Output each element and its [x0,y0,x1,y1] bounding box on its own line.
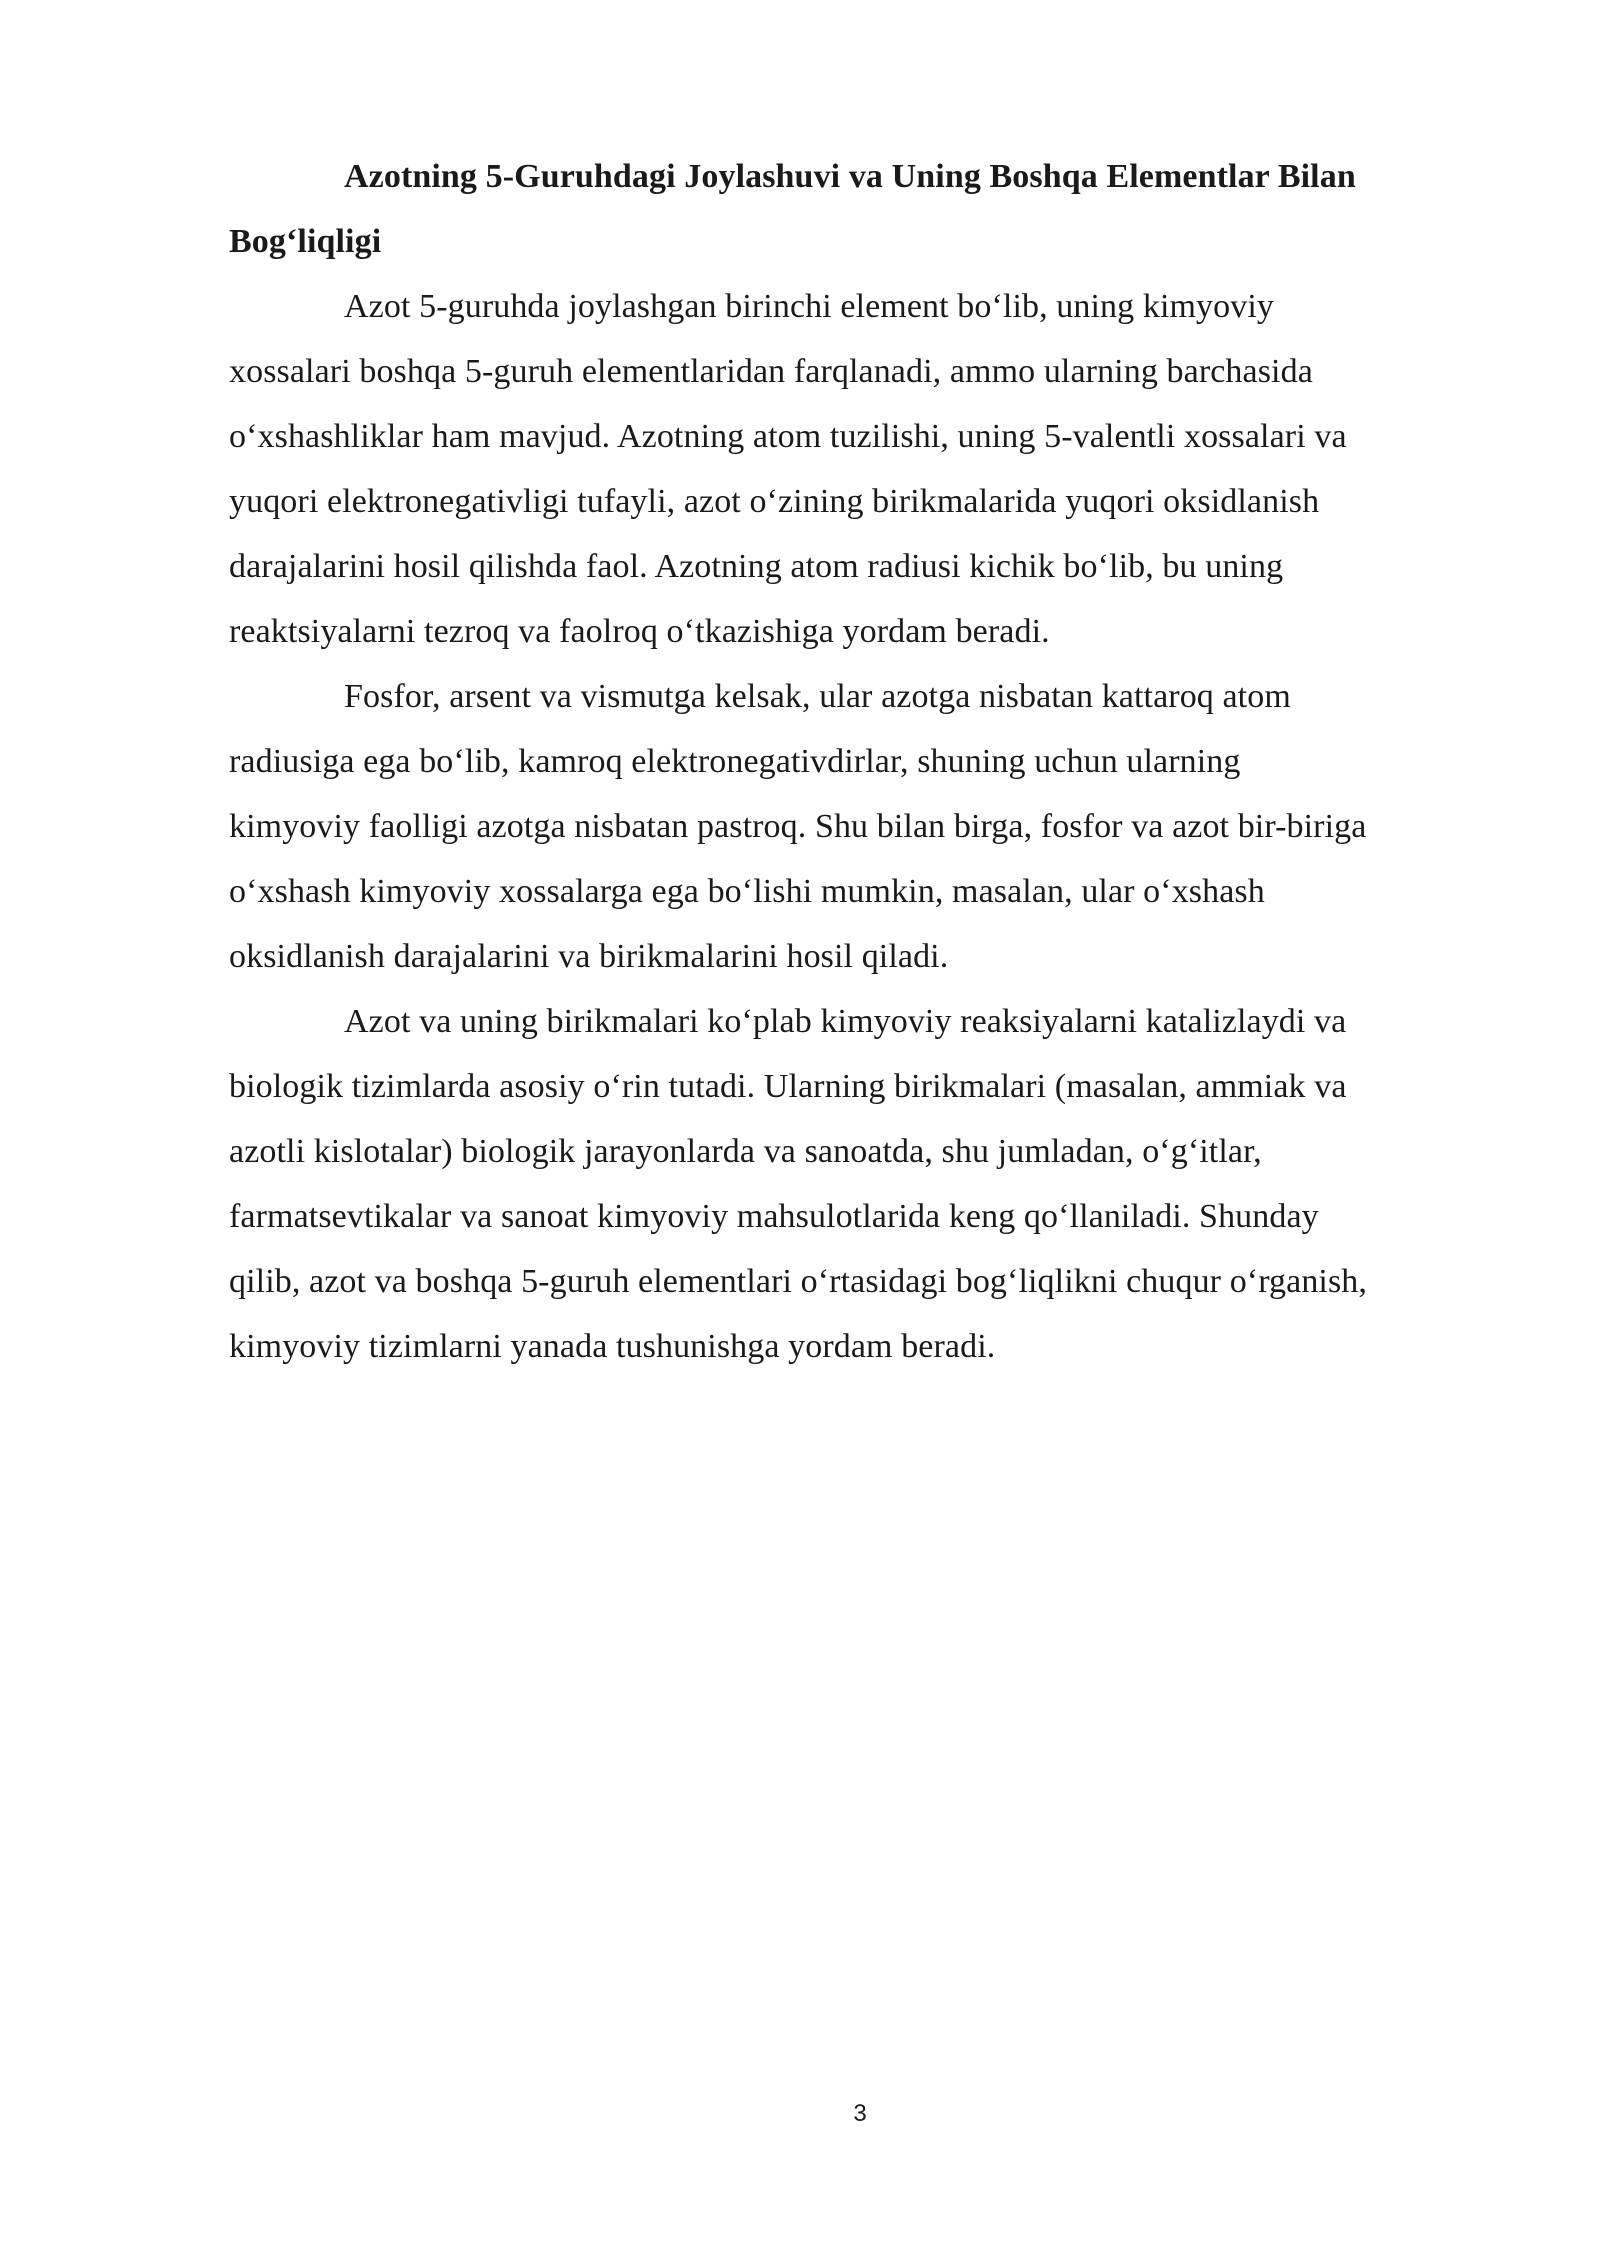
page-number: 3 [853,2100,867,2127]
paragraph-line: Azot 5-guruhda joylashgan birinchi element bo‘lib, uning kimyoviy [344,288,1274,325]
paragraph-line: yuqori elektronegativligi tufayli, azot o‘zining birikmalarida yuqori oksidlanish [229,483,1320,520]
paragraph-line: kimyoviy faolligi azotga nisbatan pastroq. Shu bilan birga, fosfor va azot bir-biriga [229,808,1367,845]
paragraph-line: o‘xshashliklar ham mavjud. Azotning atom tuzilishi, uning 5-valentli xossalari va [229,418,1347,455]
paragraph [229,274,1484,664]
paragraph-line: radiusiga ega bo‘lib, kamroq elektronegativdirlar, shuning uchun ularning [229,743,1241,780]
paragraph-line: kimyoviy tizimlarni yanada tushunishga yordam beradi. [229,1328,996,1365]
paragraph [229,989,1484,1379]
paragraph-line: Fosfor, arsent va vismutga kelsak, ular azotga nisbatan kattaroq atom [344,678,1291,715]
paragraph-line: qilib, azot va boshqa 5-guruh elementlari o‘rtasidagi bog‘liqlikni chuqur o‘rganish, [229,1263,1368,1300]
paragraph-line: farmatsevtikalar va sanoat kimyoviy mahsulotlarida keng qo‘llaniladi. Shunday [229,1198,1319,1235]
paragraph-line: azotli kislotalar) biologik jarayonlarda va sanoatda, shu jumladan, o‘g‘itlar, [229,1133,1262,1170]
paragraph-line: darajalarini hosil qilishda faol. Azotning atom radiusi kichik bo‘lib, bu uning [229,548,1284,585]
paragraph [229,664,1484,989]
page-content [229,144,1484,1379]
paragraph-line: reaktsiyalarni tezroq va faolroq o‘tkazishiga yordam beradi. [229,613,1050,650]
heading-line: Azotning 5-Guruhdagi Joylashuvi va Uning Boshqa Elementlar Bilan [344,158,1356,195]
paragraph-line: oksidlanish darajalarini va birikmalarini hosil qiladi. [229,938,949,975]
paragraph-line: biologik tizimlarda asosiy o‘rin tutadi. Ularning birikmalari (masalan, ammiak va [229,1068,1347,1105]
paragraph-line: o‘xshash kimyoviy xossalarga ega bo‘lishi mumkin, masalan, ular o‘xshash [229,873,1265,910]
paragraph-line: Azot va uning birikmalari ko‘plab kimyoviy reaksiyalarni katalizlaydi va [344,1003,1347,1040]
heading-line: Bog‘liqligi [229,223,382,260]
paragraph-line: xossalari boshqa 5-guruh elementlaridan farqlanadi, ammo ularning barchasida [229,353,1313,390]
section-heading [229,144,1484,274]
